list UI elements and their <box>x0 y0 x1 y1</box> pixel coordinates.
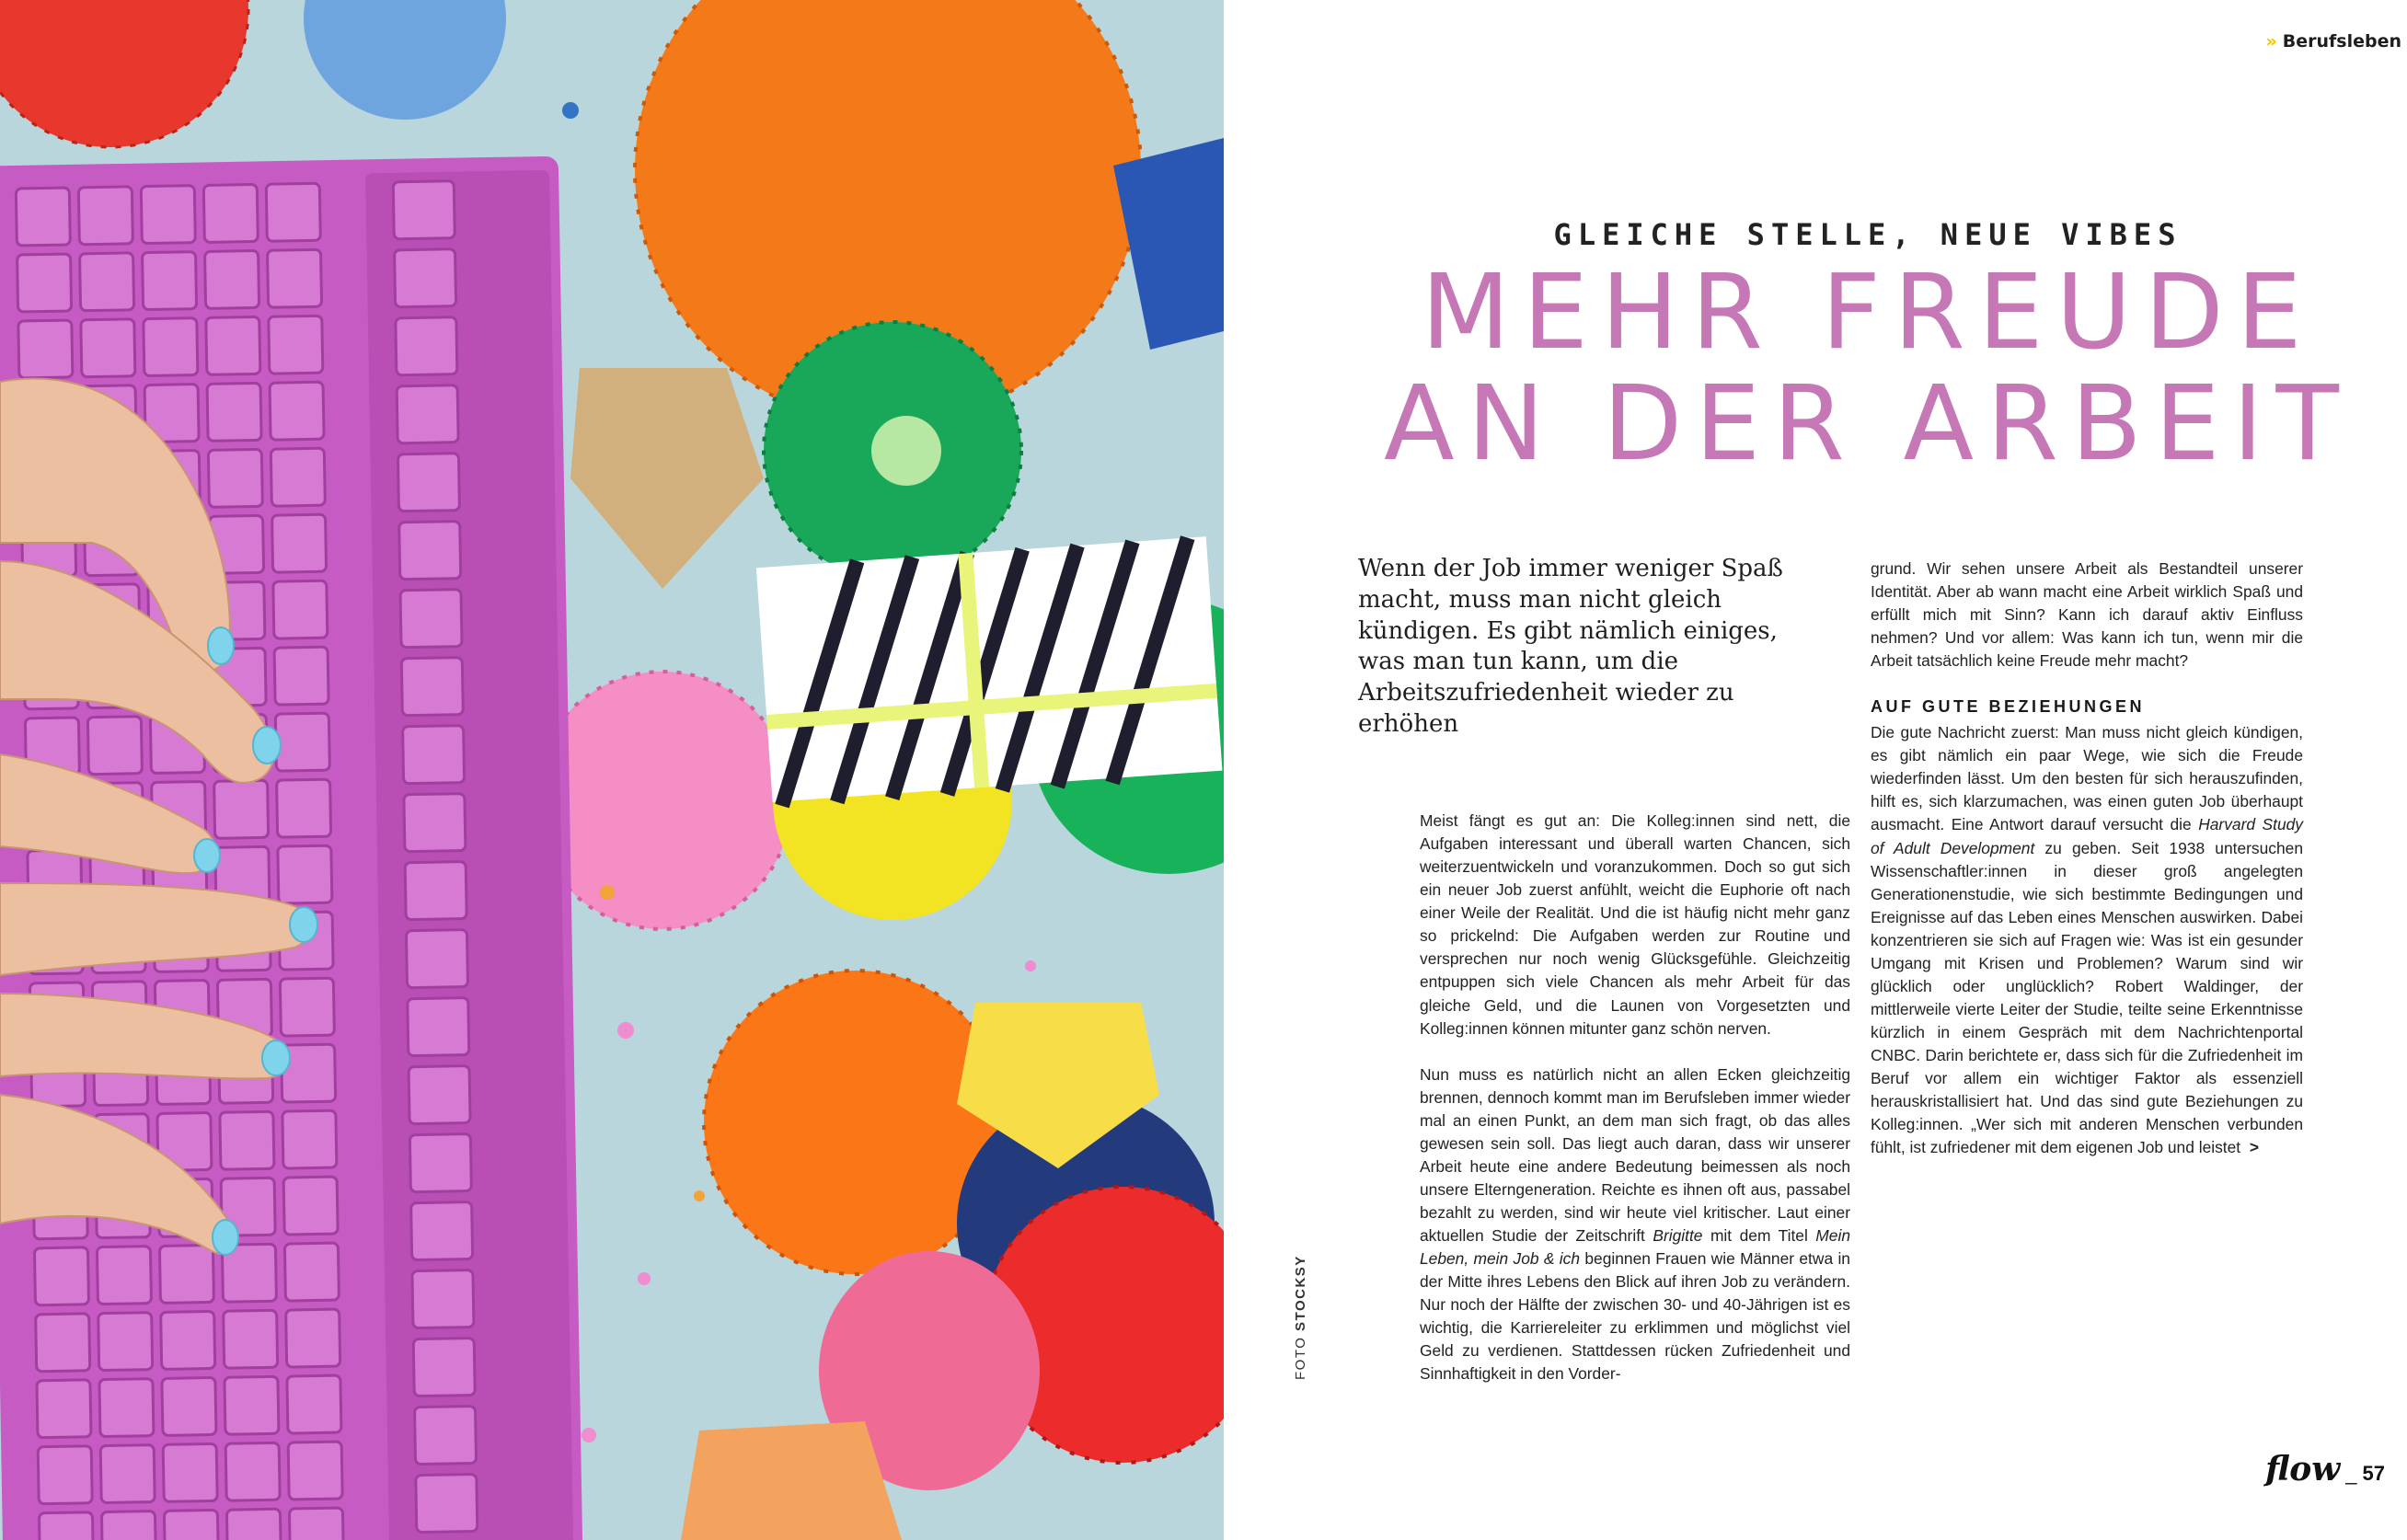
study-title: Mein Leben, mein Job & ich <box>1420 1226 1850 1269</box>
keyboard-key <box>270 382 324 440</box>
keyboard-key <box>397 385 458 443</box>
keyboard-key <box>396 317 457 375</box>
keyboard-key <box>101 1511 155 1540</box>
folio-separator: _ <box>2345 1462 2357 1485</box>
headline-line-2: AN DER ARBEIT <box>1384 363 2352 484</box>
keyboard-key <box>401 658 463 716</box>
keyboard-key <box>141 186 195 244</box>
magazine-name: Brigitte <box>1653 1226 1703 1246</box>
continue-arrow-icon: > <box>2249 1138 2259 1157</box>
keyboard-key <box>416 1474 478 1532</box>
headline-line-1: MEHR FREUDE <box>1421 253 2315 373</box>
keyboard-key <box>284 1243 339 1301</box>
keyboard-key <box>408 998 469 1056</box>
keyboard-key <box>18 320 73 378</box>
paper-box-orange <box>681 1421 902 1540</box>
keyboard-key <box>100 1445 155 1503</box>
body-column-1 <box>1420 810 1850 1409</box>
keyboard-key <box>277 779 331 837</box>
keyboard-key <box>275 713 329 771</box>
keyboard-key <box>404 794 466 852</box>
keyboard-key <box>159 1245 213 1303</box>
keyboard-key <box>226 1509 281 1540</box>
keyboard-key <box>205 250 259 308</box>
keyboard-key <box>163 1443 217 1501</box>
keyboard-key <box>271 448 325 506</box>
keyboard-key <box>144 318 198 376</box>
keyboard-key <box>400 590 462 648</box>
keyboard-key <box>411 1202 473 1260</box>
keyboard-key <box>97 1247 151 1304</box>
keyboard-key <box>403 726 465 784</box>
body-paragraph: Nun muss es natürlich nicht an allen Ecken gleichzeitig brennen, dennoch kommt man im Berufsleben immer wieder mal an einen Punkt, an dem man sich fragt, ob das alles gewesen sein soll. Das liegt auch daran, dass wir unserer Arbeit heute eine andere Bedeutung beimessen als noch unsere Elterngeneration. Reichte es ihnen oft aus, passabel bezahlt zu werden, sind wir heute viel kritischer. Laut einer aktuellen Studie der Zeitschrift Brigitte mit dem Titel Mein Leben, mein Job & ich beginnen Frauen wie Männer etwa in der Mitte ihres Lebens den Blick auf ihren Job zu verändern. Nur noch der Hälfte der zwischen 30- und 40-Jährigen ist es wichtig, die Karriereleiter zu erklimmen und möglichst viel Geld zu verdienen. Stattdessen rücken Zufriedenheit und Sinnhaftigkeit in den Vorder- <box>1420 1064 1850 1384</box>
keyboard-key <box>268 249 322 307</box>
keyboard-key <box>273 580 328 638</box>
keyboard-key <box>38 1446 92 1504</box>
keyboard-key <box>278 845 332 903</box>
keyboard-key <box>224 1310 278 1368</box>
keyboard-key <box>282 1110 337 1168</box>
keyboard-key <box>17 254 72 312</box>
keyboard-key <box>162 1377 216 1435</box>
keyboard-key <box>143 252 197 310</box>
keyboard-key <box>414 1406 476 1464</box>
keyboard-key <box>203 184 258 242</box>
keyboard-key <box>413 1338 475 1396</box>
keyboard-key <box>39 1512 93 1540</box>
keyboard-key <box>36 1314 90 1372</box>
keyboard-key <box>280 978 334 1036</box>
keyboard-key <box>283 1177 338 1235</box>
photo-credit: FOTO STOCKSY <box>1293 1255 1308 1380</box>
keyboard-key <box>393 181 455 239</box>
keyboard-key <box>269 316 323 374</box>
keyboard-key <box>412 1270 474 1328</box>
keyboard-key <box>405 862 466 920</box>
keyboard-key <box>207 383 261 441</box>
section-tag <box>2265 31 2401 52</box>
keyboard-key <box>395 249 456 307</box>
keyboard-key <box>397 454 459 511</box>
keyboard-key <box>225 1442 280 1500</box>
gift-box <box>756 536 1223 807</box>
article-headline <box>1380 253 2355 484</box>
article-lead: Wenn der Job immer weniger Spaß macht, muss man nicht gleich kündigen. Es gibt nämlich einiges, was man tun kann, um die Arbeitszufriedenheit wieder zu erhöhen <box>1358 555 1783 738</box>
keyboard-key <box>274 647 328 705</box>
keyboard-key <box>206 316 260 374</box>
keyboard-key <box>289 1508 343 1540</box>
keyboard-key <box>272 514 327 572</box>
body-column-2 <box>1871 557 2303 1182</box>
section-label: Berufsleben <box>2282 31 2401 52</box>
keyboard-key <box>81 319 135 377</box>
body-paragraph: grund. Wir sehen unsere Arbeit als Bestandteil unserer Identität. Aber ab wann macht eine Arbeit wirklich Spaß und erfüllt mich mit Sinn? Kann ich darauf aktiv Einfluss nehmen? Und vor allem: Was kann ich tun, wenn mir die Arbeit tatsächlich keine Freude mehr macht? <box>1871 559 2303 671</box>
keyboard-key <box>208 449 262 507</box>
keyboard-key <box>87 717 142 775</box>
brand-logo: flow <box>2265 1450 2341 1488</box>
keyboard-key <box>161 1311 215 1369</box>
keyboard-key <box>78 187 132 245</box>
keyboard-key <box>286 1309 340 1367</box>
body-paragraph: Die gute Nachricht zuerst: Man muss nicht gleich kündigen, es gibt nämlich ein paar Wege, wie sich die Freude wiederfinden lässt. Um den besten für sich herauszufinden, hilft es, sich klarzumachen, was einen guten Job überhaupt ausmacht. Eine Antwort darauf versucht die Harvard Study of Adult Development zu geben. Seit 1938 untersuchen Wissenschaftler:innen in dieser groß angelegten Generationenstudie, wie sich bestimmte Bedingungen und Ereignisse auf das Leben eines Menschen auswirken. Dabei konzentrieren sie sich auf Fragen wie: Was ist ein gesunder Umgang mit Krisen und Problemen? Warum sind wir glücklich oder unglücklich? Robert Waldinger, der mittlerweile vierte Leiter der Studie, teilte seine Erkenntnisse kürzlich in einem Gespräch mit dem Nachrichtenportal CNBC. Darin berichtete er, dass sich für die Zufriedenheit im Beruf vor allem ein wichtiger Faktor als essenziell herauskristallisiert hat. Und das sind gute Beziehungen zu Kolleg:innen. „Wer sich mit anderen Menschen verbunden fühlt, ist zufriedener mit dem eigenen Job und leistet > <box>1871 723 2303 1157</box>
chevron-double-right-icon: » <box>2265 31 2277 52</box>
keyboard-key <box>406 930 467 988</box>
article-kicker: GLEICHE STELLE, NEUE VIBES <box>1553 217 2182 252</box>
keyboard-key <box>225 1376 279 1434</box>
keyboard-key <box>98 1313 153 1371</box>
keyboard-key <box>16 188 70 246</box>
keyboard-key <box>214 780 269 838</box>
keyboard-key <box>266 183 320 241</box>
keyboard-key <box>409 1066 470 1124</box>
keyboard-key <box>220 1111 274 1169</box>
keyboard-key <box>80 253 134 311</box>
keyboard-key <box>164 1510 218 1540</box>
keyboard-key <box>99 1379 154 1437</box>
study-name: Harvard Study of Adult Development <box>1871 815 2303 857</box>
page-folio <box>2265 1450 2385 1488</box>
keyboard-key <box>37 1380 91 1438</box>
keyboard-key <box>288 1442 342 1500</box>
keyboard-key <box>399 522 461 580</box>
page-number: 57 <box>2362 1462 2385 1485</box>
body-paragraph: Meist fängt es gut an: Die Kolleg:innen sind nett, die Aufgaben interessant und überall warten Chancen, sich weiterzuentwickeln und voranzukommen. Doch so gut sich ein neuer Job zuerst anfühlt, weicht die Euphorie oft nach einer Weile der Realität. Und die ist häufig nicht mehr ganz so prickelnd: Die Aufgaben werden zur Routine und versprechen nur noch wenig Glücksgefühle. Gleichzeitig entpuppen sich viele Chancen als mehr Arbeit für das gleiche Geld, und die Launen von Vorgesetzten und Kolleg:innen können mitunter ganz schön nerven. <box>1420 811 1850 1038</box>
keyboard-key <box>287 1375 341 1433</box>
section-subhead: AUF GUTE BEZIEHUNGEN <box>1871 697 2146 717</box>
keyboard-key <box>409 1134 471 1192</box>
keyboard-key <box>34 1247 88 1305</box>
